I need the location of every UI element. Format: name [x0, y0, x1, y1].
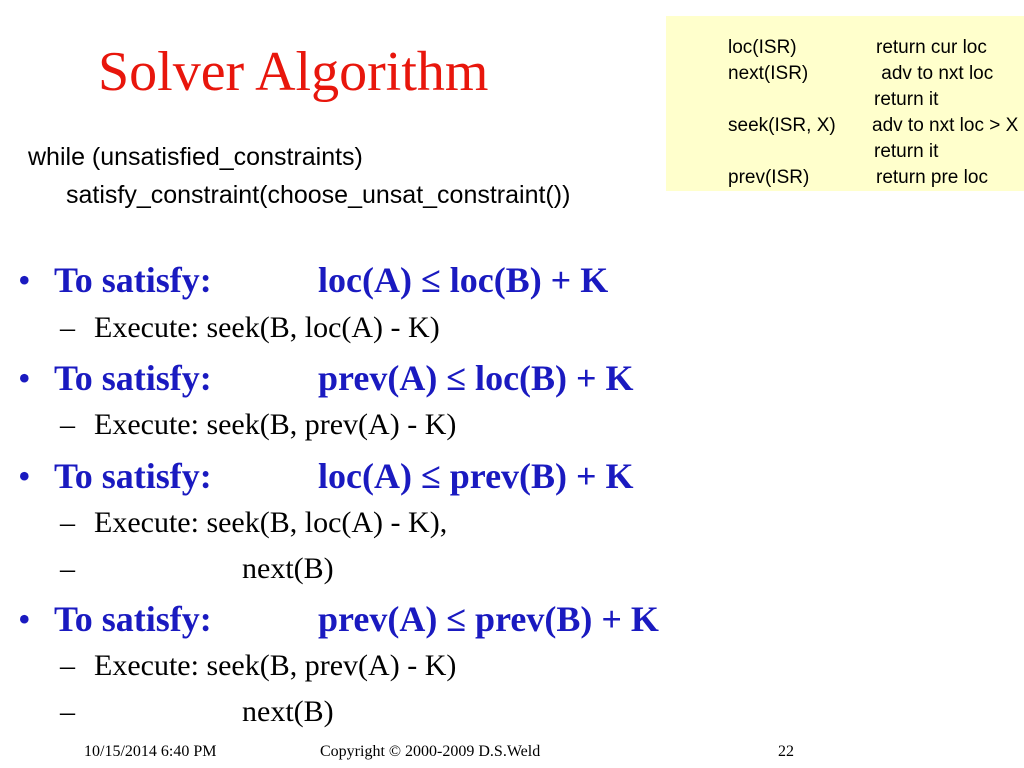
sub-bullet-dash: –: [60, 695, 75, 728]
bullet-marker: •: [18, 358, 31, 398]
isr-function: next(ISR): [728, 63, 809, 84]
isr-description: adv to nxt loc: [876, 63, 994, 84]
isr-function: seek(ISR, X): [728, 115, 836, 136]
sub-bullet-text: Execute: seek(B, loc(A) - K),: [94, 506, 448, 539]
bullet-label: To satisfy:: [54, 358, 212, 398]
sub-bullet-text: Execute: seek(B, loc(A) - K): [94, 311, 440, 344]
isr-function: loc(ISR): [728, 37, 797, 58]
sub-bullet-text: Execute: seek(B, prev(A) - K): [94, 408, 457, 441]
sub-bullet-dash: –: [60, 506, 75, 539]
bullet-constraint: loc(A) ≤ loc(B) + K: [318, 260, 609, 300]
bullet-constraint: prev(A) ≤ loc(B) + K: [318, 358, 634, 398]
bullet-marker: •: [18, 599, 31, 639]
bullet-label: To satisfy:: [54, 599, 212, 639]
sub-bullet-dash: –: [60, 311, 75, 344]
bullet-marker: •: [18, 260, 31, 300]
isr-description: return it: [874, 89, 939, 110]
isr-description: return cur loc: [876, 37, 987, 58]
isr-reference-box: [666, 16, 1024, 191]
bullet-label: To satisfy:: [54, 456, 212, 496]
isr-description: adv to nxt loc > X: [872, 115, 1019, 136]
sub-bullet-dash: –: [60, 408, 75, 441]
sub-bullet-text: next(B): [242, 695, 334, 728]
footer-date: 10/15/2014 6:40 PM: [84, 743, 217, 760]
isr-description: return pre loc: [876, 167, 988, 188]
sub-bullet-text: next(B): [242, 552, 334, 585]
bullet-marker: •: [18, 456, 31, 496]
sub-bullet-text: Execute: seek(B, prev(A) - K): [94, 649, 457, 682]
code-line-while: while (unsatisfied_constraints): [28, 143, 363, 171]
slide-title: Solver Algorithm: [98, 41, 489, 103]
isr-description: return it: [874, 141, 939, 162]
footer-copyright: Copyright © 2000-2009 D.S.Weld: [320, 743, 541, 760]
code-line-satisfy: satisfy_constraint(choose_unsat_constraint()): [66, 181, 571, 209]
isr-function: prev(ISR): [728, 167, 810, 188]
bullet-constraint: loc(A) ≤ prev(B) + K: [318, 456, 634, 496]
sub-bullet-dash: –: [60, 649, 75, 682]
footer-page-number: 22: [778, 743, 794, 760]
bullet-constraint: prev(A) ≤ prev(B) + K: [318, 599, 659, 639]
bullet-label: To satisfy:: [54, 260, 212, 300]
sub-bullet-dash: –: [60, 552, 75, 585]
